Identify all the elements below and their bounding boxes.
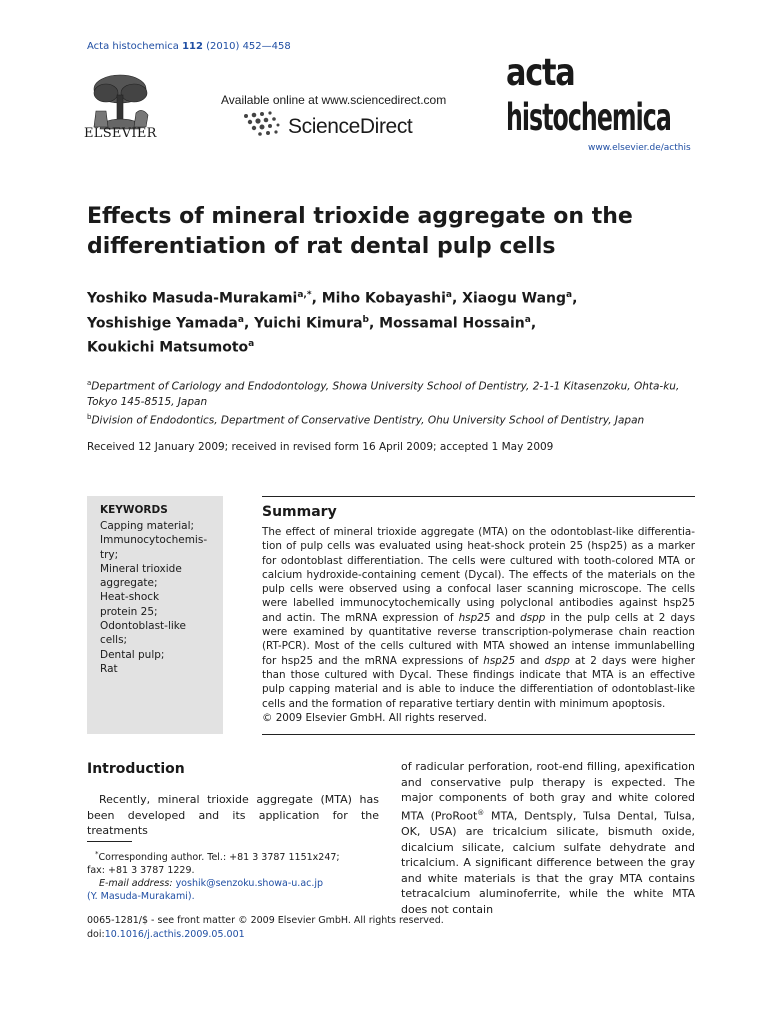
column2-text: of radicular perforation, root-end filling, apexification and conservative pulp therapy is expected. The major components of both gray and white colored MTA (ProRoot® MTA, Dentsply, Tulsa Dental, Tulsa, OK, USA) are tricalcium silicate, bismuth oxide, dicalcium silicate, calcium sulfate dehydrate and tricalcium. A significant difference between the gray and white materials is that the gray MTA contains tetracalcium aluminoferrite, while the white MTA does not contain (401, 760, 695, 916)
available-online-text[interactable]: Available online at www.sciencedirect.com (221, 93, 447, 107)
sciencedirect-wordmark[interactable]: ScienceDirect (288, 115, 413, 138)
front-matter-info: 0065-1281/$ - see front matter © 2009 Elsevier GmbH. All rights reserved. doi:10.1016/j.acthis.2009.05.001 (87, 915, 444, 940)
keywords-list (100, 519, 218, 676)
keyword-line: Capping material; (100, 520, 195, 532)
doi-link[interactable]: 10.1016/j.acthis.2009.05.001 (104, 929, 245, 940)
summary-text: The effect of mineral trioxide aggregate (MTA) on the odontoblast-like differentia-tion of pulp cells was evaluated using heat-shock protein 25 (hsp25) as a marker for odontoblast differentiation. The cells were cultured with tooth-colored MTA or calcium hydroxide-containing cement (Dycal). The effects of the materials on the pulp cells were observed using a confocal laser scanning microscope. The cells were labelled immunocytochemically using polyclonal antibodies against hsp25 and actin. The mRNA expression of hsp25 and dspp in the pulp cells at 2 days were examined by quantitative reverse transcription-polymerase chain reaction (RT-PCR). Most of the cells cultured with MTA showed an intense immunlabelling for hsp25 and the mRNA expressions of hsp25 and dspp at 2 days were higher than those cultured with Dycal. These findings indicate that MTA is an effective pulp capping material and is able to induce the differentiation of odontoblast-like cells and the formation of reparative tertiary dentin with minimum apoptosis. © 2009 Elsevier GmbH. All rights reserved. (262, 526, 696, 724)
author-list: Yoshiko Masuda-Murakami$^{a,*}$, Miho Kobayashi$^a$, Xiaogu Wang$^a$, Yoshishige Yamada$^a$, Yuichi Kimura$^b$, Mossamal Hossain$^a$, Koukichi Matsumoto$^a$ (87, 290, 578, 356)
sciencedirect-dots-icon (240, 110, 290, 140)
affiliations: $^a$Department of Cariology and Endodontology, Showa University School of Dentistry, 2-1-1 Kitasenzoku, Ohta-ku, Tokyo 145-8515, Japan $^b$Division of Endodontics, Department of Conservative Dentistry, Ohu University School of Dentistry, Japan (87, 379, 680, 426)
journal-url-link[interactable]: www.elsevier.de/acthis (588, 143, 691, 153)
summary-top-rule (262, 496, 695, 497)
keywords-heading: KEYWORDS (100, 504, 168, 516)
keyword-line: aggregate; (100, 577, 158, 590)
journal-name-line1: acta (506, 51, 575, 94)
footnote-rule (87, 841, 132, 842)
elsevier-wordmark: ELSEVIER (84, 126, 157, 141)
summary-bottom-rule (262, 734, 695, 735)
keyword-line: cells; (100, 634, 128, 647)
keyword-line: Mineral trioxide (100, 562, 182, 575)
summary-copyright: © 2009 Elsevier GmbH. All rights reserved. (262, 711, 487, 724)
keyword-line: try; (100, 548, 119, 561)
keyword-line: Immunocytochemis- (100, 534, 208, 547)
summary-heading: Summary (262, 504, 337, 520)
keyword-line: Rat (100, 662, 118, 675)
keyword-line: Odontoblast-like (100, 620, 186, 633)
keyword-line: protein 25; (100, 605, 158, 618)
email-name-link[interactable]: (Y. Masuda-Murakami). (87, 891, 195, 903)
corresponding-author-footnote: *Corresponding author. Tel.: +81 3 3787 1151x247; fax: +81 3 3787 1229. E-mail address: yoshik@senzoku.showa-u.ac.jp (Y. Masuda-Murakami). (87, 848, 387, 903)
journal-reference[interactable]: Acta histochemica 112 (2010) 452—458 (87, 41, 291, 52)
article-title: Effects of mineral trioxide aggregate on the differentiation of rat dental pulp cells (87, 204, 633, 259)
keyword-line: Dental pulp; (100, 648, 165, 661)
received-dates: Received 12 January 2009; received in revised form 16 April 2009; accepted 1 May 2009 (87, 441, 554, 453)
email-link[interactable]: yoshik@senzoku.showa-u.ac.jp (175, 878, 324, 890)
journal-name-line2: histochemica (506, 96, 671, 139)
introduction-heading: Introduction (87, 761, 185, 777)
introduction-text: Recently, mineral trioxide aggregate (MTA) has been developed and its application for the treatments (87, 793, 379, 837)
keyword-line: Heat-shock (100, 591, 160, 604)
